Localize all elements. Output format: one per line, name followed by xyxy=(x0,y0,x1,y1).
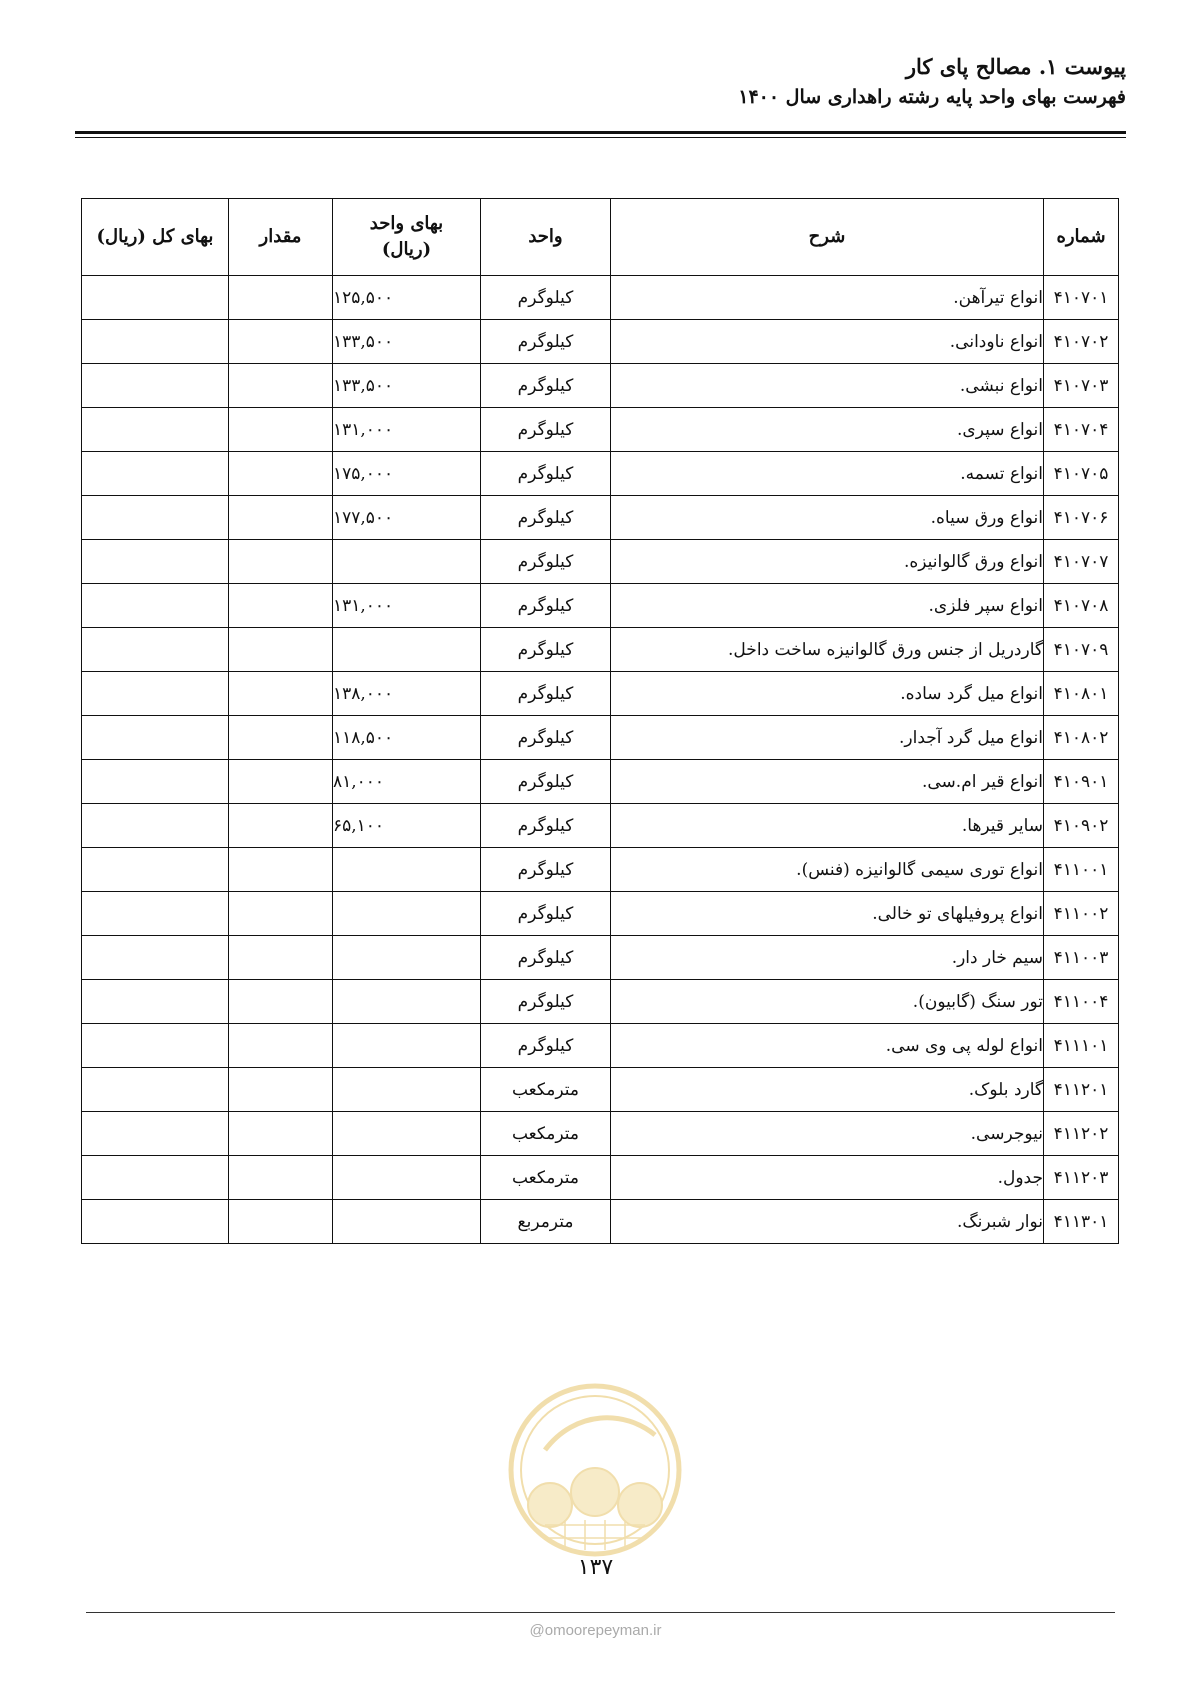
table-row xyxy=(82,364,1119,408)
item-total xyxy=(82,1156,229,1200)
item-total xyxy=(82,980,229,1024)
item-quantity xyxy=(229,540,333,584)
table-row xyxy=(82,760,1119,804)
item-description: سیم خار دار. xyxy=(611,936,1044,980)
item-quantity xyxy=(229,628,333,672)
item-number: ۴۱۰۹۰۲ xyxy=(1044,804,1119,848)
item-unit-price: ۱۲۵,۵۰۰ xyxy=(333,276,481,320)
item-number: ۴۱۱۰۰۱ xyxy=(1044,848,1119,892)
item-number: ۴۱۰۷۰۳ xyxy=(1044,364,1119,408)
item-description: تور سنگ (گابیون). xyxy=(611,980,1044,1024)
item-number: ۴۱۱۳۰۱ xyxy=(1044,1200,1119,1244)
item-number: ۴۱۰۸۰۱ xyxy=(1044,672,1119,716)
header-rule-thick xyxy=(75,131,1126,134)
item-number: ۴۱۰۷۰۸ xyxy=(1044,584,1119,628)
item-number: ۴۱۰۷۰۲ xyxy=(1044,320,1119,364)
item-number: ۴۱۰۹۰۱ xyxy=(1044,760,1119,804)
item-total xyxy=(82,364,229,408)
table-row xyxy=(82,1156,1119,1200)
item-quantity xyxy=(229,276,333,320)
item-number: ۴۱۱۲۰۳ xyxy=(1044,1156,1119,1200)
item-quantity xyxy=(229,584,333,628)
item-number: ۴۱۱۰۰۲ xyxy=(1044,892,1119,936)
item-unit: کیلوگرم xyxy=(481,936,611,980)
item-unit-price: ۱۳۸,۰۰۰ xyxy=(333,672,481,716)
table-row xyxy=(82,452,1119,496)
item-description: سایر قیرها. xyxy=(611,804,1044,848)
item-quantity xyxy=(229,716,333,760)
header-quantity: مقدار xyxy=(229,199,333,276)
header-number: شماره xyxy=(1044,199,1119,276)
item-unit-price xyxy=(333,1156,481,1200)
item-total xyxy=(82,716,229,760)
table-row xyxy=(82,892,1119,936)
item-unit: کیلوگرم xyxy=(481,408,611,452)
item-unit-price: ۱۷۵,۰۰۰ xyxy=(333,452,481,496)
item-description: انواع میل گرد ساده. xyxy=(611,672,1044,716)
item-unit-price xyxy=(333,628,481,672)
item-number: ۴۱۰۸۰۲ xyxy=(1044,716,1119,760)
item-unit: کیلوگرم xyxy=(481,628,611,672)
item-description: گاردریل از جنس ورق گالوانیزه ساخت داخل. xyxy=(611,628,1044,672)
item-unit: کیلوگرم xyxy=(481,540,611,584)
item-unit: کیلوگرم xyxy=(481,1024,611,1068)
item-unit-price xyxy=(333,1200,481,1244)
item-unit-price xyxy=(333,540,481,584)
table-row xyxy=(82,980,1119,1024)
item-total xyxy=(82,848,229,892)
item-description: انواع لوله پی وی سی. xyxy=(611,1024,1044,1068)
item-unit-price: ۱۳۳,۵۰۰ xyxy=(333,320,481,364)
page-number: ۱۳۷ xyxy=(577,1555,614,1580)
item-quantity xyxy=(229,496,333,540)
item-unit-price xyxy=(333,848,481,892)
item-unit-price xyxy=(333,892,481,936)
item-unit-price: ۶۵,۱۰۰ xyxy=(333,804,481,848)
item-unit: کیلوگرم xyxy=(481,320,611,364)
header-rule-thin xyxy=(75,137,1126,138)
item-description: انواع قیر ام.سی. xyxy=(611,760,1044,804)
item-quantity xyxy=(229,936,333,980)
item-quantity xyxy=(229,980,333,1024)
table-row xyxy=(82,540,1119,584)
item-total xyxy=(82,320,229,364)
item-description: انواع ناودانی. xyxy=(611,320,1044,364)
item-total xyxy=(82,1200,229,1244)
table-row xyxy=(82,584,1119,628)
item-quantity xyxy=(229,672,333,716)
item-unit: کیلوگرم xyxy=(481,892,611,936)
item-unit-price: ۱۳۳,۵۰۰ xyxy=(333,364,481,408)
item-quantity xyxy=(229,1200,333,1244)
list-title: فهرست بهای واحد پایه رشته راهداری سال ۱۴۰۰ xyxy=(738,86,1126,108)
table-row xyxy=(82,1068,1119,1112)
header-unit-price-line1: بهای واحد xyxy=(369,213,444,234)
item-unit: کیلوگرم xyxy=(481,276,611,320)
table-row xyxy=(82,1200,1119,1244)
item-unit: کیلوگرم xyxy=(481,672,611,716)
item-unit: کیلوگرم xyxy=(481,364,611,408)
item-unit-price: ۱۳۱,۰۰۰ xyxy=(333,584,481,628)
item-unit-price xyxy=(333,936,481,980)
table-row xyxy=(82,1112,1119,1156)
item-quantity xyxy=(229,1112,333,1156)
watermark-site: @omoorepeyman.ir xyxy=(529,1622,662,1639)
item-quantity xyxy=(229,1068,333,1112)
item-unit-price xyxy=(333,1112,481,1156)
item-quantity xyxy=(229,452,333,496)
item-unit: کیلوگرم xyxy=(481,584,611,628)
item-number: ۴۱۰۷۰۴ xyxy=(1044,408,1119,452)
item-description: انواع ورق سیاه. xyxy=(611,496,1044,540)
item-total xyxy=(82,496,229,540)
header-unit: واحد xyxy=(481,199,611,276)
item-unit: مترمربع xyxy=(481,1200,611,1244)
item-quantity xyxy=(229,364,333,408)
header-unit-price xyxy=(333,199,481,276)
table-row xyxy=(82,672,1119,716)
item-quantity xyxy=(229,320,333,364)
item-unit-price: ۱۷۷,۵۰۰ xyxy=(333,496,481,540)
table-row xyxy=(82,936,1119,980)
item-total xyxy=(82,540,229,584)
item-total xyxy=(82,1068,229,1112)
page-header xyxy=(66,52,1126,112)
item-total xyxy=(82,628,229,672)
item-unit-price xyxy=(333,1068,481,1112)
item-total xyxy=(82,1112,229,1156)
table-row xyxy=(82,848,1119,892)
item-description: انواع توری سیمی گالوانیزه (فنس). xyxy=(611,848,1044,892)
table-row xyxy=(82,716,1119,760)
item-unit-price: ۱۱۸,۵۰۰ xyxy=(333,716,481,760)
item-unit-price xyxy=(333,1024,481,1068)
item-total xyxy=(82,672,229,716)
item-description: انواع میل گرد آجدار. xyxy=(611,716,1044,760)
item-unit: کیلوگرم xyxy=(481,848,611,892)
item-description: انواع تسمه. xyxy=(611,452,1044,496)
item-unit: کیلوگرم xyxy=(481,760,611,804)
header-total: بهای کل (ریال) xyxy=(82,199,229,276)
item-number: ۴۱۱۲۰۲ xyxy=(1044,1112,1119,1156)
item-quantity xyxy=(229,1156,333,1200)
item-unit-price: ۸۱,۰۰۰ xyxy=(333,760,481,804)
item-unit: کیلوگرم xyxy=(481,496,611,540)
item-description: انواع پروفیلهای تو خالی. xyxy=(611,892,1044,936)
item-total xyxy=(82,892,229,936)
item-number: ۴۱۱۰۰۳ xyxy=(1044,936,1119,980)
table-header-row xyxy=(82,199,1119,276)
item-description: نیوجرسی. xyxy=(611,1112,1044,1156)
appendix-title: پیوست ۱. مصالح پای کار xyxy=(905,54,1126,79)
item-total xyxy=(82,276,229,320)
item-total xyxy=(82,1024,229,1068)
item-number: ۴۱۱۱۰۱ xyxy=(1044,1024,1119,1068)
item-unit: مترمکعب xyxy=(481,1156,611,1200)
item-description: انواع سپر فلزی. xyxy=(611,584,1044,628)
header-description: شرح xyxy=(611,199,1044,276)
item-quantity xyxy=(229,892,333,936)
item-unit: مترمکعب xyxy=(481,1068,611,1112)
item-quantity xyxy=(229,848,333,892)
item-number: ۴۱۰۷۰۹ xyxy=(1044,628,1119,672)
item-quantity xyxy=(229,804,333,848)
item-total xyxy=(82,804,229,848)
item-number: ۴۱۱۲۰۱ xyxy=(1044,1068,1119,1112)
item-unit: کیلوگرم xyxy=(481,980,611,1024)
item-unit: مترمکعب xyxy=(481,1112,611,1156)
item-number: ۴۱۰۷۰۷ xyxy=(1044,540,1119,584)
item-quantity xyxy=(229,760,333,804)
table-row xyxy=(82,408,1119,452)
item-unit: کیلوگرم xyxy=(481,804,611,848)
item-description: انواع ورق گالوانیزه. xyxy=(611,540,1044,584)
item-number: ۴۱۰۷۰۵ xyxy=(1044,452,1119,496)
item-number: ۴۱۰۷۰۱ xyxy=(1044,276,1119,320)
item-total xyxy=(82,452,229,496)
table-row xyxy=(82,628,1119,672)
price-list-table xyxy=(81,198,1119,1244)
item-unit-price xyxy=(333,980,481,1024)
table-row xyxy=(82,276,1119,320)
item-description: نوار شبرنگ. xyxy=(611,1200,1044,1244)
item-quantity xyxy=(229,1024,333,1068)
item-unit: کیلوگرم xyxy=(481,452,611,496)
item-description: انواع تیرآهن. xyxy=(611,276,1044,320)
item-total xyxy=(82,760,229,804)
item-unit: کیلوگرم xyxy=(481,716,611,760)
item-quantity xyxy=(229,408,333,452)
header-unit-price-line2: (ریال) xyxy=(381,239,432,260)
item-description: گارد بلوک. xyxy=(611,1068,1044,1112)
table-row xyxy=(82,1024,1119,1068)
item-total xyxy=(82,408,229,452)
item-number: ۴۱۱۰۰۴ xyxy=(1044,980,1119,1024)
table-row xyxy=(82,320,1119,364)
item-total xyxy=(82,584,229,628)
seal-watermark xyxy=(505,1380,685,1560)
table-row xyxy=(82,496,1119,540)
footer-rule xyxy=(86,1612,1115,1613)
item-description: جدول. xyxy=(611,1156,1044,1200)
item-description: انواع سپری. xyxy=(611,408,1044,452)
item-number: ۴۱۰۷۰۶ xyxy=(1044,496,1119,540)
item-description: انواع نبشی. xyxy=(611,364,1044,408)
item-total xyxy=(82,936,229,980)
table-row xyxy=(82,804,1119,848)
item-unit-price: ۱۳۱,۰۰۰ xyxy=(333,408,481,452)
